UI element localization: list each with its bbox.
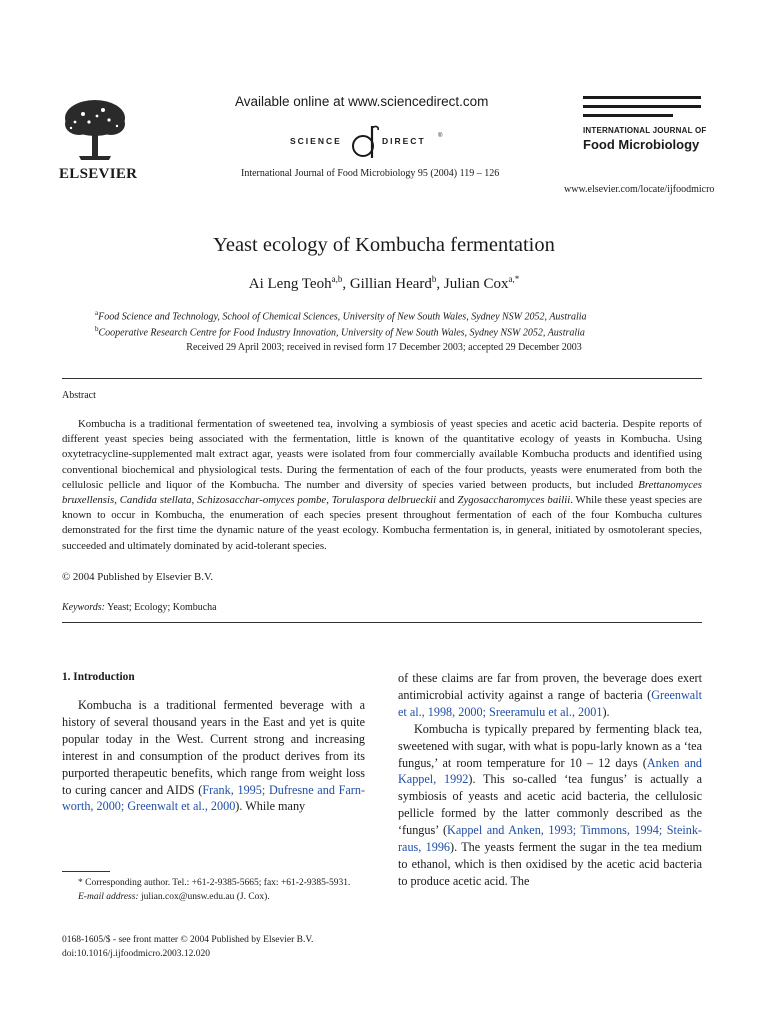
issn-line: 0168-1605/$ - see front matter © 2004 Published by Elsevier B.V. bbox=[62, 935, 314, 945]
affiliation-item: $^b$Cooperative Research Centre for Food Industry Innovation, University of New South Wales, Sydney NSW 2052, Australia bbox=[95, 325, 585, 339]
footnote bbox=[62, 877, 365, 904]
author-list: Ai Leng Teoh$^{a,b}$, Gillian Heard$^b$, Julian Cox$^{a,*}$ bbox=[248, 274, 520, 292]
doi-line[interactable]: doi:10.1016/j.ijfoodmicro.2003.12.020 bbox=[62, 948, 211, 959]
article-title: Yeast ecology of Kombucha fermentation bbox=[213, 234, 555, 256]
citation-link[interactable]: Greenwalt et al., 1998, 2000; Sreeramulu et al., 2001 bbox=[398, 687, 702, 719]
sd-science-text: SCIENCE bbox=[290, 136, 342, 146]
sd-direct-text: DIRECT bbox=[382, 136, 426, 146]
section-heading: 1. Introduction bbox=[62, 671, 135, 683]
affiliations bbox=[95, 307, 587, 340]
citation-link[interactable]: Frank, 1995; Dufresne and Farn-worth, 2000; Greenwalt et al., 2000 bbox=[62, 782, 366, 814]
abstract-heading: Abstract bbox=[62, 390, 96, 401]
journal-citation: International Journal of Food Microbiology 95 (2004) 119 – 126 bbox=[241, 168, 500, 179]
email-label: E-mail address: bbox=[78, 891, 139, 902]
body-column-left: Kombucha is a traditional fermented beverage with a history of several thousand years in the East and yet is quite popular today in the West. Current strong and increasing interest in and consumption of the product derives from its purported therapeutic benefits, which range from weight loss to curing cancer and AIDS (Frank, 1995; Dufresne and Farn-worth, 2000; Greenwalt et al., 2000). While many bbox=[62, 698, 366, 814]
author-affil-mark: a,* bbox=[508, 274, 520, 284]
citation-link[interactable]: Kappel and Anken, 1993; Timmons, 1994; Steink-raus, 1996 bbox=[398, 823, 702, 855]
elsevier-tree-logo bbox=[59, 96, 131, 164]
author-affil-mark: a,b bbox=[331, 274, 343, 284]
front-matter bbox=[62, 934, 313, 961]
journal-masthead-bars bbox=[583, 96, 701, 117]
keywords-list: Yeast; Ecology; Kombucha bbox=[104, 602, 217, 613]
keywords bbox=[62, 602, 217, 613]
corresponding-author-note: * Corresponding author. Tel.: +61-2-9385-5665; fax: +61-2-9385-5931. bbox=[78, 878, 351, 888]
publisher-name: ELSEVIER bbox=[59, 166, 138, 182]
journal-url-link[interactable]: www.elsevier.com/locate/ijfoodmicro bbox=[564, 184, 715, 195]
author-name: Julian Cox bbox=[443, 276, 509, 292]
received-dates: Received 29 April 2003; received in revised form 17 December 2003; accepted 29 December 2003 bbox=[186, 342, 582, 353]
sciencedirect-logo bbox=[290, 124, 460, 164]
divider bbox=[62, 378, 702, 379]
citation-link[interactable]: Anken and Kappel, 1992 bbox=[398, 755, 703, 787]
author-name: Ai Leng Teoh bbox=[248, 276, 332, 292]
footnote-divider bbox=[62, 871, 110, 872]
journal-masthead-line2: Food Microbiology bbox=[583, 137, 700, 152]
sd-d-glyph-icon bbox=[350, 124, 380, 160]
available-online-text[interactable]: Available online at www.sciencedirect.com bbox=[235, 94, 489, 109]
divider bbox=[62, 622, 702, 623]
keywords-label: Keywords: bbox=[62, 602, 105, 613]
sd-registered-mark: ® bbox=[438, 133, 443, 139]
abstract-copyright: © 2004 Published by Elsevier B.V. bbox=[62, 571, 214, 583]
affiliation-item: $^a$Food Science and Technology, School of Chemical Sciences, University of New South Wales, Sydney NSW 2052, Australia bbox=[95, 309, 587, 323]
author-name: Gillian Heard bbox=[349, 276, 432, 292]
journal-masthead-line1: INTERNATIONAL JOURNAL OF bbox=[583, 126, 707, 135]
email-address[interactable]: julian.cox@unsw.edu.au (J. Cox). bbox=[138, 891, 270, 902]
body-column-right: of these claims are far from proven, the beverage does exert antimicrobial activity against a range of bacteria (Greenwalt et al., 1998, 2000; Sreeramulu et al., 2001). Kombucha is typically prepared by fermenting black tea, sweetened with sugar, with what is popu-larly known as a ‘tea fungus,’ at room temperature for 10 – 12 days (Anken and Kappel, 1992). This so-called ‘tea fungus’ is actually a symbiosis of yeasts and acetic acid bacteria, the cellulosic pellicle formed by the latter commonly described as the ‘fungus’ (Kappel and Anken, 1993; Timmons, 1994; Steink-raus, 1996). The yeasts ferment the sugar in the tea medium to ethanol, which is then oxidised by the acetic acid bacteria to produce acetic acid. The bbox=[398, 671, 703, 888]
abstract-text: Kombucha is a traditional fermentation of sweetened tea, involving a symbiosis of yeast species and acetic acid bacteria. Despite reports of different yeast species being associated with the fermentation, little is known of the quantitative ecology of yeasts in Kombucha. Using oxytetracycline-supplemented malt extract agar, yeasts were isolated from four commercially available Kombucha products and identified using conventional biochemical and physiological tests. During the fermentation of each of the four products, yeasts were enumerated from both the cellulosic pellicle and liquor of the Kombucha. The number and diversity of species varied between products, but included Brettanomyces bruxellensis, Candida stellata, Schizosacchar-omyces pombe, Torulaspora delbrueckii and Zygosaccharomyces bailii. While these yeast species are known to occur in Kombucha, the enumeration of each species present throughout fermentation of each of the four Kombucha cultures demonstrated for the first time the dynamic nature of the yeast ecology. Kombucha fermentation is, in general, initiated by osmotolerant species, succeeded and ultimately dominated by acid-tolerant species. bbox=[62, 418, 702, 552]
author-affil-mark: b bbox=[431, 274, 437, 284]
